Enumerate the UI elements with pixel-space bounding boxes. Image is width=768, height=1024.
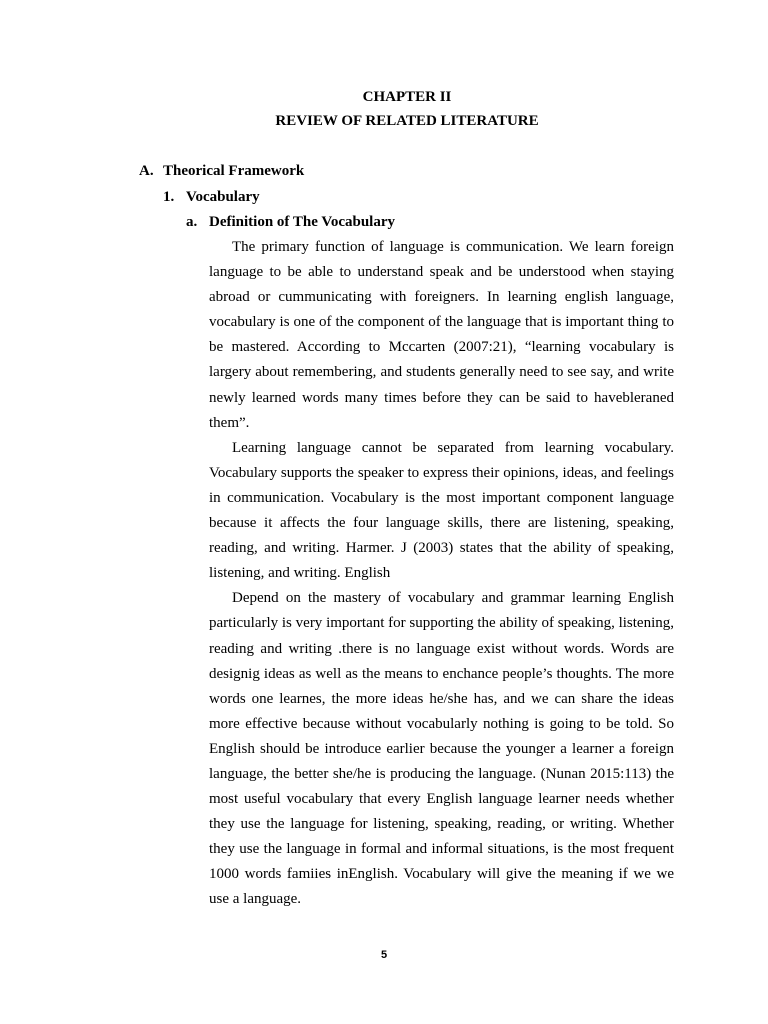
subsection-heading-vocabulary <box>163 188 260 206</box>
subsection-marker: 1. <box>163 189 175 205</box>
paragraph-1: The primary function of language is communication. We learn foreign language to be able to understand speak and be understood when staying abroad or cummunicating with foreigners. In learning english language, vocabulary is one of the component of the language that is important thing to be mastered. According to Mccarten (2007:21), “learning vocabulary is largery about remembering, and students generally need to see say, and write newly learned words many times before they can be said to havebleraned them”. <box>209 239 674 431</box>
subsection-heading-text: Vocabulary <box>186 189 260 205</box>
subsubsection-heading-text: Definition of The Vocabulary <box>209 214 395 230</box>
paragraph-2: Learning language cannot be separated from learning vocabulary. Vocabulary supports the speaker to express their opinions, ideas, and feelings in communication. Vocabulary is the most important component language because it affects the four language skills, there are listening, speaking, reading, and writing. Harmer. J (2003) states that the ability of speaking, listening, and writing. English <box>209 439 674 582</box>
body-text <box>209 235 674 913</box>
chapter-title: CHAPTER II <box>362 89 452 105</box>
section-marker: A. <box>139 163 154 179</box>
subsubsection-marker: a. <box>186 214 198 230</box>
section-heading-text: Theorical Framework <box>163 163 305 179</box>
subsubsection-heading-definition <box>186 213 395 231</box>
section-heading-theorical-framework <box>139 162 304 180</box>
page-number: 5 <box>380 949 388 961</box>
paragraph-3: Depend on the mastery of vocabulary and grammar learning English particularly is very important for supporting the ability of speaking, listening, reading and writing .there is no language exist without words. Words are designig ideas as well as the means to enchance people’s thoughts. The more words one learnes, the more ideas he/she has, and we can share the ideas more effective because without vocabularly nothing is going to be told. So English should be introduce earlier because the younger a learner a foreign language, the better she/he is producing the language. (Nunan 2015:113) the most useful vocabulary that every English language learner needs whether they use the language for listening, speaking, reading, or writing. Whether they use the language in formal and informal situations, is the most frequent 1000 words famiies inEnglish. Vocabulary will give the meaning if we we use a language. <box>209 590 674 908</box>
chapter-subtitle: REVIEW OF RELATED LITERATURE <box>275 113 539 129</box>
